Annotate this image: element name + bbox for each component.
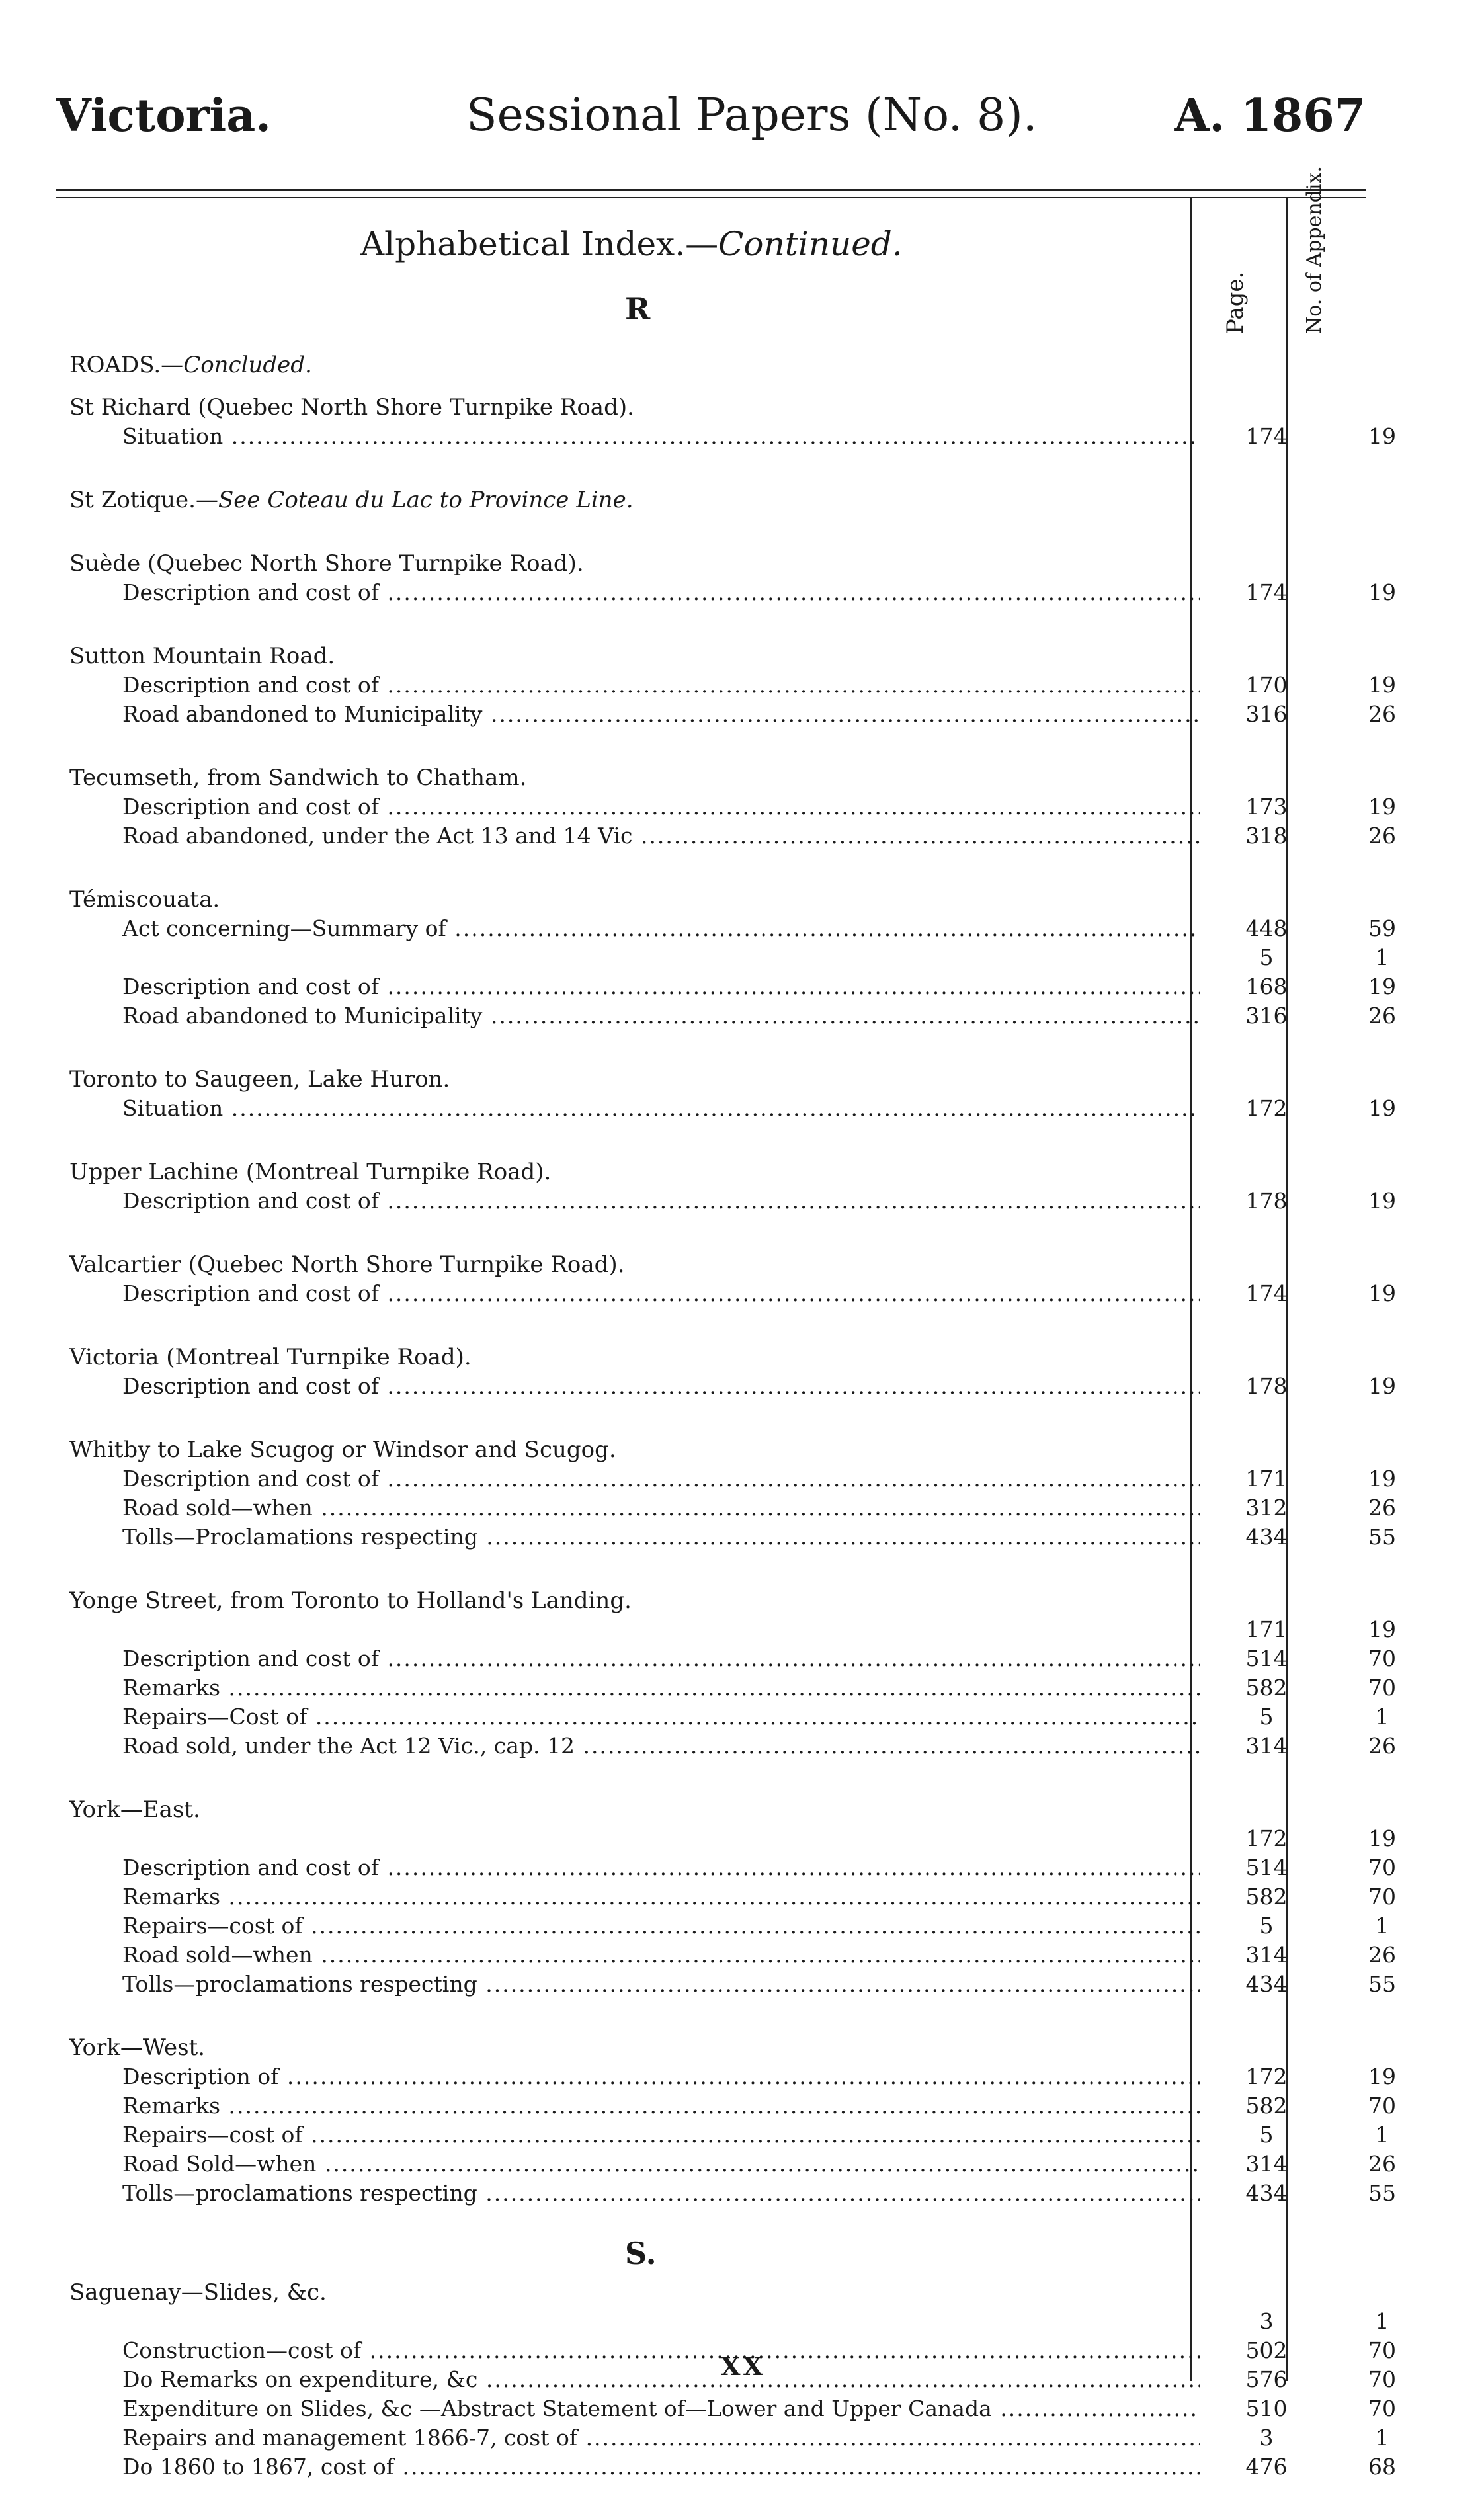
index-line bbox=[69, 671, 1396, 700]
line-description: Construction—cost of ..... bbox=[122, 2336, 1200, 2365]
entry-title-text: Tecumseth, from Sandwich to Chatham. bbox=[69, 765, 527, 791]
index-line bbox=[69, 1673, 1396, 1702]
index-line bbox=[69, 1824, 1396, 1853]
line-description: Road Sold—when ..... bbox=[122, 2150, 1200, 2179]
index-content bbox=[69, 351, 1396, 2516]
line-description: Repairs—Cost of ..... bbox=[122, 1702, 1200, 1732]
index-line bbox=[69, 914, 1396, 943]
line-description: Do 1860 to 1867, cost of ..... bbox=[122, 2453, 1200, 2482]
running-header bbox=[56, 89, 1366, 155]
appendix-number: 1 bbox=[1375, 2308, 1389, 2334]
line-description: Expenditure on Slides, &c —Abstract Statement of—Lower and Upper Canada ..... bbox=[122, 2394, 1200, 2423]
entry-title-text: Whitby to Lake Scugog or Windsor and Scugog. bbox=[69, 1437, 616, 1463]
line-description: Description and cost of ..... bbox=[122, 1853, 1200, 1882]
appendix-number: 19 bbox=[1368, 1466, 1396, 1491]
appendix-number: 19 bbox=[1368, 2064, 1396, 2089]
index-line bbox=[69, 2453, 1396, 2482]
line-description: Remarks ..... bbox=[122, 2091, 1200, 2120]
index-line bbox=[69, 1615, 1396, 1644]
line-description: Situation ..... bbox=[122, 1094, 1200, 1123]
index-entry bbox=[69, 642, 1396, 729]
line-description: Remarks ..... bbox=[122, 1673, 1200, 1702]
appendix-number: 26 bbox=[1368, 701, 1396, 727]
entry-title bbox=[69, 2278, 1379, 2307]
index-entry bbox=[69, 1250, 1396, 1308]
line-description: Do Remarks on expenditure, &c ..... bbox=[122, 2365, 1200, 2394]
line-description: Description and cost of ..... bbox=[122, 792, 1200, 821]
index-line bbox=[69, 578, 1396, 607]
index-line bbox=[69, 700, 1396, 729]
index-line bbox=[69, 2091, 1396, 2120]
index-line bbox=[69, 2150, 1396, 2179]
page-number: 5 bbox=[1259, 1913, 1274, 1939]
appendix-number: 70 bbox=[1368, 1646, 1396, 1671]
header-left: Victoria. bbox=[56, 89, 271, 142]
index-entry bbox=[69, 1586, 1396, 1761]
line-description: Description and cost of ..... bbox=[122, 972, 1200, 1001]
appendix-number: 1 bbox=[1375, 2425, 1389, 2451]
index-line bbox=[69, 1882, 1396, 1911]
appendix-number: 55 bbox=[1368, 1524, 1396, 1550]
line-description: Situation ..... bbox=[122, 422, 1200, 451]
page-number: 172 bbox=[1245, 1825, 1288, 1851]
index-line bbox=[69, 1523, 1396, 1552]
line-description: Description and cost of ..... bbox=[122, 671, 1200, 700]
appendix-number: 70 bbox=[1368, 1675, 1396, 1700]
index-line bbox=[69, 1493, 1396, 1523]
line-description: Repairs—cost of ..... bbox=[122, 1911, 1200, 1941]
entry-title-text: York—East. bbox=[69, 1796, 200, 1823]
appendix-number: 55 bbox=[1368, 1971, 1396, 1997]
page-number: 178 bbox=[1245, 1373, 1288, 1399]
line-description: Road abandoned to Municipality ..... bbox=[122, 700, 1200, 729]
page-number: 510 bbox=[1245, 2396, 1288, 2421]
entry-title bbox=[69, 1157, 1379, 1187]
page-number: 502 bbox=[1245, 2337, 1288, 2363]
index-line bbox=[69, 792, 1396, 821]
index-line bbox=[69, 1187, 1396, 1216]
appendix-number: 19 bbox=[1368, 1373, 1396, 1399]
page-number: 318 bbox=[1245, 823, 1288, 849]
appendix-number: 19 bbox=[1368, 1825, 1396, 1851]
header-right: A. 1867 bbox=[1174, 89, 1366, 142]
entry-title bbox=[69, 1250, 1379, 1279]
entry-title-text: Toronto to Saugeen, Lake Huron. bbox=[69, 1066, 450, 1093]
appendix-number: 68 bbox=[1368, 2454, 1396, 2480]
line-description: Road sold—when ..... bbox=[122, 1493, 1200, 1523]
appendix-number: 19 bbox=[1368, 579, 1396, 605]
index-line bbox=[69, 2179, 1396, 2208]
header-rule-top bbox=[56, 189, 1366, 191]
entry-title-text: Victoria (Montreal Turnpike Road). bbox=[69, 1344, 472, 1370]
appendix-number: 19 bbox=[1368, 974, 1396, 999]
appendix-number: 19 bbox=[1368, 1616, 1396, 1642]
appendix-number: 1 bbox=[1375, 1704, 1389, 1730]
entry-title bbox=[69, 1586, 1379, 1615]
line-description: Remarks ..... bbox=[122, 1882, 1200, 1911]
title-italic: Continued. bbox=[718, 225, 903, 263]
line-description: Road abandoned, under the Act 13 and 14 Vic ..... bbox=[122, 821, 1200, 851]
entry-title-text: Valcartier (Quebec North Shore Turnpike Road). bbox=[69, 1251, 625, 1278]
page-number: 316 bbox=[1245, 1003, 1288, 1028]
index-entry bbox=[69, 1435, 1396, 1552]
page-number: 5 bbox=[1259, 944, 1274, 970]
entry-title-text: Témiscouata. bbox=[69, 886, 220, 913]
index-line bbox=[69, 1702, 1389, 1732]
header-center: Sessional Papers (No. 8). bbox=[466, 89, 1038, 142]
entry-title-text: Sutton Mountain Road. bbox=[69, 643, 335, 669]
page-number: 582 bbox=[1245, 1675, 1288, 1700]
page-number: 174 bbox=[1245, 579, 1288, 605]
entry-title-text: St Zotique.— bbox=[69, 487, 218, 513]
section-heading-main: ROADS.— bbox=[69, 352, 184, 378]
entry-title bbox=[69, 763, 1379, 792]
line-description: Repairs—cost of ..... bbox=[122, 2120, 1200, 2150]
appendix-number: 1 bbox=[1375, 2122, 1389, 2148]
entry-title bbox=[69, 549, 1379, 578]
entry-title-text: St Richard (Quebec North Shore Turnpike Road). bbox=[69, 394, 634, 421]
line-description: Description and cost of ..... bbox=[122, 1644, 1200, 1673]
appendix-number: 26 bbox=[1368, 1495, 1396, 1521]
appendix-number: 26 bbox=[1368, 823, 1396, 849]
appendix-number: 70 bbox=[1368, 2367, 1396, 2392]
page-number: 178 bbox=[1245, 1188, 1288, 1214]
page-number: 582 bbox=[1245, 1884, 1288, 1909]
page-number: 168 bbox=[1245, 974, 1288, 999]
index-line bbox=[69, 1279, 1396, 1308]
line-description: Tolls—Proclamations respecting ..... bbox=[122, 1523, 1200, 1552]
appendix-number: 19 bbox=[1368, 1280, 1396, 1306]
page-number: 3 bbox=[1259, 2308, 1274, 2334]
index-line bbox=[69, 1464, 1396, 1493]
entry-title bbox=[69, 1795, 1379, 1824]
index-line bbox=[69, 422, 1396, 451]
index-line bbox=[69, 2062, 1396, 2091]
index-entry bbox=[69, 485, 1379, 515]
appendix-number: 70 bbox=[1368, 1855, 1396, 1880]
page-number: 314 bbox=[1245, 1942, 1288, 1968]
index-entry bbox=[69, 1343, 1396, 1401]
index-entry bbox=[69, 1065, 1396, 1123]
page-number: 170 bbox=[1245, 672, 1288, 698]
index-entry bbox=[69, 393, 1396, 451]
page-number: 514 bbox=[1245, 1646, 1288, 1671]
page-number: 514 bbox=[1245, 1855, 1288, 1880]
entry-title bbox=[69, 1435, 1379, 1464]
index-line bbox=[69, 1001, 1396, 1030]
page-number: 172 bbox=[1245, 2064, 1288, 2089]
page-title bbox=[360, 225, 903, 263]
entry-title bbox=[69, 485, 1379, 515]
page-number: 314 bbox=[1245, 1733, 1288, 1759]
index-line bbox=[69, 1372, 1396, 1401]
index-line bbox=[69, 1941, 1396, 1970]
page-number: 476 bbox=[1245, 2454, 1288, 2480]
index-line bbox=[69, 1644, 1396, 1673]
entry-title-text: York—West. bbox=[69, 2034, 206, 2061]
entry-title bbox=[69, 1343, 1379, 1372]
appendix-number: 1 bbox=[1375, 1913, 1389, 1939]
appendix-number: 26 bbox=[1368, 1003, 1396, 1028]
page-number: 3 bbox=[1259, 2425, 1274, 2451]
appendix-number: 70 bbox=[1368, 1884, 1396, 1909]
page-number: 174 bbox=[1245, 1280, 1288, 1306]
appendix-number: 26 bbox=[1368, 1942, 1396, 1968]
line-description: Description of ..... bbox=[122, 2062, 1200, 2091]
index-entry bbox=[69, 2033, 1396, 2208]
line-description: Repairs and management 1866-7, cost of ..... bbox=[122, 2423, 1200, 2453]
entry-title bbox=[69, 2033, 1379, 2062]
entry-title-text: Suède (Quebec North Shore Turnpike Road). bbox=[69, 550, 584, 577]
line-description: Act concerning—Summary of ..... bbox=[122, 914, 1200, 943]
appendix-number: 19 bbox=[1368, 794, 1396, 819]
line-description: Description and cost of ..... bbox=[122, 1187, 1200, 1216]
line-description: Description and cost of ..... bbox=[122, 1279, 1200, 1308]
page-number: 434 bbox=[1245, 2180, 1288, 2206]
entry-cross-reference: See Coteau du Lac to Province Line. bbox=[218, 487, 634, 513]
header-rule-bottom bbox=[56, 197, 1366, 198]
line-description: Tolls—proclamations respecting ..... bbox=[122, 2179, 1200, 2208]
column-head-page: Page. bbox=[1222, 271, 1249, 334]
index-line bbox=[69, 2423, 1389, 2453]
line-description: Road abandoned to Municipality ..... bbox=[122, 1001, 1200, 1030]
line-description: Description and cost of ..... bbox=[122, 1464, 1200, 1493]
index-line bbox=[69, 1911, 1389, 1941]
title-main: Alphabetical Index.— bbox=[360, 225, 719, 263]
appendix-number: 70 bbox=[1368, 2337, 1396, 2363]
appendix-number: 19 bbox=[1368, 1095, 1396, 1121]
column-head-appendix: No. of Appendix. bbox=[1303, 166, 1326, 334]
section-r-heading bbox=[69, 351, 1379, 380]
index-line bbox=[69, 1853, 1396, 1882]
index-line bbox=[69, 1732, 1396, 1761]
entry-title bbox=[69, 1065, 1379, 1094]
page-number: 312 bbox=[1245, 1495, 1288, 1521]
entry-title-text: Saguenay—Slides, &c. bbox=[69, 2279, 327, 2306]
entry-title-text: Upper Lachine (Montreal Turnpike Road). bbox=[69, 1159, 552, 1185]
page-number: 314 bbox=[1245, 2151, 1288, 2177]
appendix-number: 55 bbox=[1368, 2180, 1396, 2206]
appendix-number: 59 bbox=[1368, 915, 1396, 941]
line-description: Road sold, under the Act 12 Vic., cap. 12 ..... bbox=[122, 1732, 1200, 1761]
page-number: 173 bbox=[1245, 794, 1288, 819]
page-number: 434 bbox=[1245, 1971, 1288, 1997]
line-description: Description and cost of ..... bbox=[122, 578, 1200, 607]
page-number: 174 bbox=[1245, 423, 1288, 449]
index-entry bbox=[69, 1157, 1396, 1216]
index-entry bbox=[69, 549, 1396, 607]
index-line bbox=[69, 2120, 1389, 2150]
entry-title bbox=[69, 885, 1379, 914]
page-number: 316 bbox=[1245, 701, 1288, 727]
appendix-number: 19 bbox=[1368, 672, 1396, 698]
appendix-number: 19 bbox=[1368, 423, 1396, 449]
index-line bbox=[69, 943, 1389, 972]
entry-title bbox=[69, 393, 1379, 422]
index-entry bbox=[69, 885, 1396, 1030]
page-number: 434 bbox=[1245, 1524, 1288, 1550]
entry-title bbox=[69, 642, 1379, 671]
line-description: Road sold—when ..... bbox=[122, 1941, 1200, 1970]
index-line bbox=[69, 972, 1396, 1001]
appendix-number: 19 bbox=[1368, 1188, 1396, 1214]
entry-title-text: Yonge Street, from Toronto to Holland's Landing. bbox=[69, 1587, 632, 1614]
section-letter-r: R bbox=[625, 291, 651, 327]
page-number: 171 bbox=[1245, 1466, 1288, 1491]
appendix-number: 1 bbox=[1375, 944, 1389, 970]
page-number: 171 bbox=[1245, 1616, 1288, 1642]
index-line bbox=[69, 821, 1396, 851]
line-description: Tolls—proclamations respecting ..... bbox=[122, 1970, 1200, 1999]
index-entry bbox=[69, 1795, 1396, 1999]
page-number: 5 bbox=[1259, 2122, 1274, 2148]
page-number: 5 bbox=[1259, 1704, 1274, 1730]
page-number: 172 bbox=[1245, 1095, 1288, 1121]
page-number: 576 bbox=[1245, 2367, 1288, 2392]
appendix-number: 26 bbox=[1368, 2151, 1396, 2177]
page-number: 582 bbox=[1245, 2093, 1288, 2118]
roads-entries bbox=[69, 393, 1396, 2208]
index-line bbox=[69, 2394, 1396, 2423]
page-number: 448 bbox=[1245, 915, 1288, 941]
section-letter-s: S. bbox=[625, 2236, 657, 2271]
index-entry bbox=[69, 763, 1396, 851]
line-description: Description and cost of ..... bbox=[122, 1372, 1200, 1401]
index-line bbox=[69, 2307, 1389, 2336]
appendix-number: 70 bbox=[1368, 2093, 1396, 2118]
index-line bbox=[69, 1094, 1396, 1123]
appendix-number: 70 bbox=[1368, 2396, 1396, 2421]
index-line bbox=[69, 1970, 1396, 1999]
appendix-number: 26 bbox=[1368, 1733, 1396, 1759]
section-heading-italic: Concluded. bbox=[183, 352, 312, 378]
page-footer: XX bbox=[721, 2351, 765, 2381]
